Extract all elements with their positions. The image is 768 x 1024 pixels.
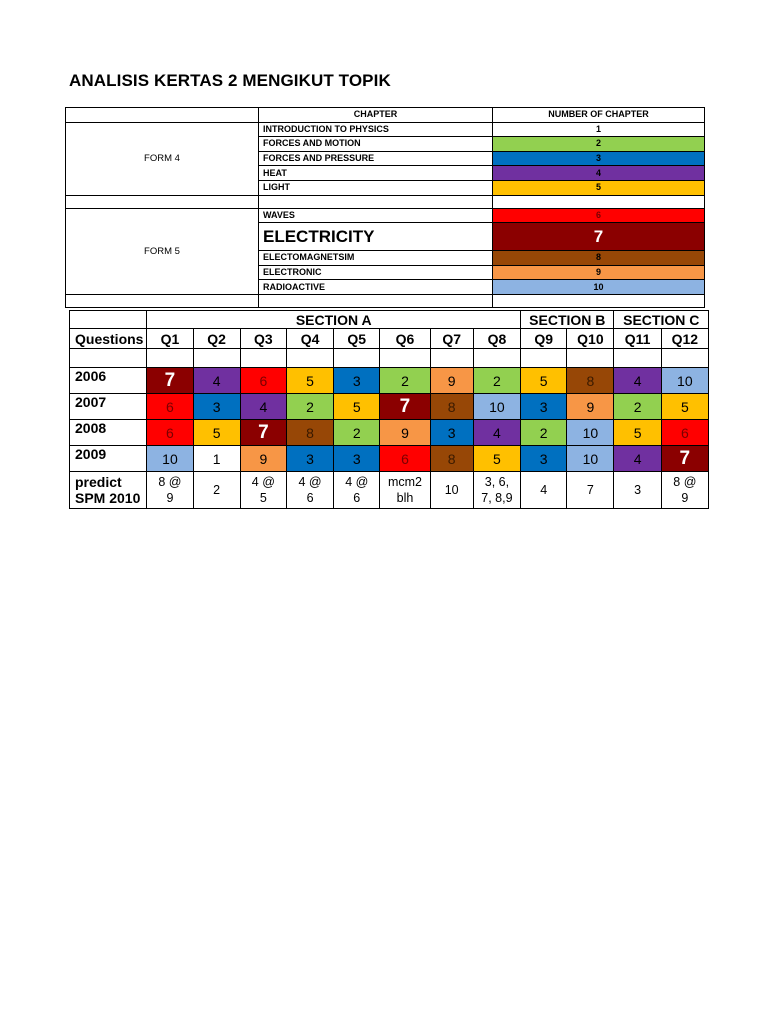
prediction-cell: [661, 472, 708, 509]
chapter-cell: 7: [661, 446, 708, 472]
question-table: [69, 310, 709, 509]
chapter-header: CHAPTER: [259, 108, 493, 123]
gap-cell: [240, 349, 286, 368]
chapter-number: 7: [493, 223, 705, 251]
form5-label: FORM 5: [66, 208, 259, 294]
spacer-cell: [493, 195, 705, 208]
chapter-cell: 2: [521, 420, 567, 446]
chapter-number: 1: [493, 122, 705, 137]
gap-cell: [334, 349, 380, 368]
prediction-line: 9: [166, 491, 174, 505]
form4-label: FORM 4: [66, 122, 259, 195]
gap-cell: [380, 349, 430, 368]
chapter-cell: 8: [430, 394, 473, 420]
chapter-cell: 10: [567, 420, 614, 446]
chapter-number: 10: [493, 280, 705, 295]
prediction-line: 8 @: [673, 475, 697, 489]
prediction-line: 4 @: [298, 475, 322, 489]
prediction-cell: [334, 472, 380, 509]
prediction-line: 7, 8,9: [481, 491, 513, 505]
predict-label-line2: SPM 2010: [75, 490, 141, 506]
chapter-cell: 5: [473, 446, 520, 472]
chapter-name: WAVES: [259, 208, 493, 223]
chapter-cell: 3: [430, 420, 473, 446]
chapter-name: INTRODUCTION TO PHYSICS: [259, 122, 493, 137]
page-title: ANALISIS KERTAS 2 MENGIKUT TOPIK: [69, 71, 391, 90]
prediction-line: 7: [586, 483, 594, 497]
chapter-cell: 9: [380, 420, 430, 446]
year-label: 2009: [70, 446, 147, 472]
gap-cell: [286, 349, 333, 368]
prediction-cell: [430, 472, 473, 509]
prediction-line: 4 @: [345, 475, 369, 489]
prediction-line: 6: [353, 491, 361, 505]
question-header: Q1: [147, 329, 193, 349]
chapter-cell: 4: [240, 394, 286, 420]
gap-cell: [473, 349, 520, 368]
gap-cell: [567, 349, 614, 368]
chapter-cell: 6: [240, 368, 286, 394]
chapter-number: 2: [493, 137, 705, 152]
prediction-cell: [473, 472, 520, 509]
prediction-line: 3: [634, 483, 642, 497]
prediction-line: 4: [540, 483, 548, 497]
question-header: Q8: [473, 329, 520, 349]
prediction-line: 6: [306, 491, 314, 505]
prediction-cell: [614, 472, 661, 509]
chapter-cell: 7: [147, 368, 193, 394]
gap-cell: [147, 349, 193, 368]
question-header: Q7: [430, 329, 473, 349]
question-header: Q4: [286, 329, 333, 349]
prediction-line: 9: [681, 491, 689, 505]
chapter-name: ELECTRICITY: [259, 223, 493, 251]
prediction-cell: [380, 472, 430, 509]
chapter-name: FORCES AND PRESSURE: [259, 151, 493, 166]
question-header: Q2: [193, 329, 240, 349]
prediction-line: 5: [259, 491, 267, 505]
chapter-name: RADIOACTIVE: [259, 280, 493, 295]
chapter-cell: 5: [286, 368, 333, 394]
gap-cell: [614, 349, 661, 368]
chapter-cell: 4: [614, 446, 661, 472]
chapter-cell: 10: [147, 446, 193, 472]
spacer-cell: [259, 294, 493, 307]
prediction-line: 3, 6,: [484, 475, 510, 489]
chapter-number: 9: [493, 265, 705, 280]
prediction-cell: [147, 472, 193, 509]
chapter-cell: 8: [430, 446, 473, 472]
chapter-cell: 5: [334, 394, 380, 420]
prediction-line: 10: [444, 483, 459, 497]
chapter-cell: 4: [614, 368, 661, 394]
prediction-cell: [193, 472, 240, 509]
chapter-number: 6: [493, 208, 705, 223]
chapter-blank-header: [66, 108, 259, 123]
gap-cell: [661, 349, 708, 368]
prediction-cell: [286, 472, 333, 509]
chapter-cell: 5: [521, 368, 567, 394]
question-header: Q3: [240, 329, 286, 349]
chapter-cell: 3: [521, 446, 567, 472]
chapter-cell: 3: [193, 394, 240, 420]
chapter-number: 8: [493, 251, 705, 266]
number-header: NUMBER OF CHAPTER: [493, 108, 705, 123]
chapter-cell: 6: [147, 394, 193, 420]
chapter-cell: 3: [521, 394, 567, 420]
question-header: Q5: [334, 329, 380, 349]
question-header: Q11: [614, 329, 661, 349]
chapter-name: ELECTRONIC: [259, 265, 493, 280]
spacer-cell: [66, 294, 259, 307]
gap-cell: [521, 349, 567, 368]
chapter-cell: 4: [193, 368, 240, 394]
chapter-cell: 3: [334, 446, 380, 472]
year-label: 2007: [70, 394, 147, 420]
section-c-header: SECTION C: [614, 311, 709, 329]
prediction-line: 4 @: [251, 475, 275, 489]
question-header: Q12: [661, 329, 708, 349]
prediction-line: 8 @: [158, 475, 182, 489]
chapter-cell: 6: [661, 420, 708, 446]
prediction-cell: [521, 472, 567, 509]
chapter-cell: 3: [334, 368, 380, 394]
prediction-line: 2: [213, 483, 221, 497]
chapter-cell: 10: [567, 446, 614, 472]
chapter-cell: 2: [614, 394, 661, 420]
gap-cell: [430, 349, 473, 368]
section-b-header: SECTION B: [521, 311, 614, 329]
prediction-line: mcm2: [387, 475, 422, 489]
year-label: 2006: [70, 368, 147, 394]
prediction-cell: [240, 472, 286, 509]
chapter-cell: 10: [473, 394, 520, 420]
spacer-cell: [259, 195, 493, 208]
question-header: Q10: [567, 329, 614, 349]
question-header: Q9: [521, 329, 567, 349]
chapter-cell: 7: [240, 420, 286, 446]
predict-label-line1: predict: [75, 474, 122, 490]
chapter-cell: 9: [240, 446, 286, 472]
chapter-cell: 7: [380, 394, 430, 420]
chapter-cell: 8: [286, 420, 333, 446]
chapter-cell: 5: [614, 420, 661, 446]
chapter-cell: 8: [567, 368, 614, 394]
question-header: Q6: [380, 329, 430, 349]
questions-label: Questions: [70, 329, 147, 349]
chapter-name: HEAT: [259, 166, 493, 181]
year-label: 2008: [70, 420, 147, 446]
chapter-cell: 2: [334, 420, 380, 446]
spacer-cell: [493, 294, 705, 307]
chapter-cell: 4: [473, 420, 520, 446]
chapter-name: LIGHT: [259, 180, 493, 195]
chapter-cell: 5: [193, 420, 240, 446]
chapter-number: 5: [493, 180, 705, 195]
gap-cell: [193, 349, 240, 368]
section-blank: [70, 311, 147, 329]
chapter-cell: 10: [661, 368, 708, 394]
prediction-line: blh: [396, 491, 414, 505]
chapter-cell: 2: [473, 368, 520, 394]
chapter-cell: 2: [380, 368, 430, 394]
predict-label: [70, 472, 147, 509]
chapter-cell: 5: [661, 394, 708, 420]
gap-cell: [70, 349, 147, 368]
chapter-name: FORCES AND MOTION: [259, 137, 493, 152]
chapter-number: 3: [493, 151, 705, 166]
chapter-cell: 6: [147, 420, 193, 446]
chapter-cell: 6: [380, 446, 430, 472]
chapter-cell: 2: [286, 394, 333, 420]
chapter-cell: 3: [286, 446, 333, 472]
chapter-cell: 9: [430, 368, 473, 394]
chapter-cell: 9: [567, 394, 614, 420]
prediction-cell: [567, 472, 614, 509]
chapter-cell: 1: [193, 446, 240, 472]
section-a-header: SECTION A: [147, 311, 521, 329]
chapter-table: [65, 107, 705, 308]
chapter-name: ELECTOMAGNETSIM: [259, 251, 493, 266]
spacer-cell: [66, 195, 259, 208]
chapter-number: 4: [493, 166, 705, 181]
